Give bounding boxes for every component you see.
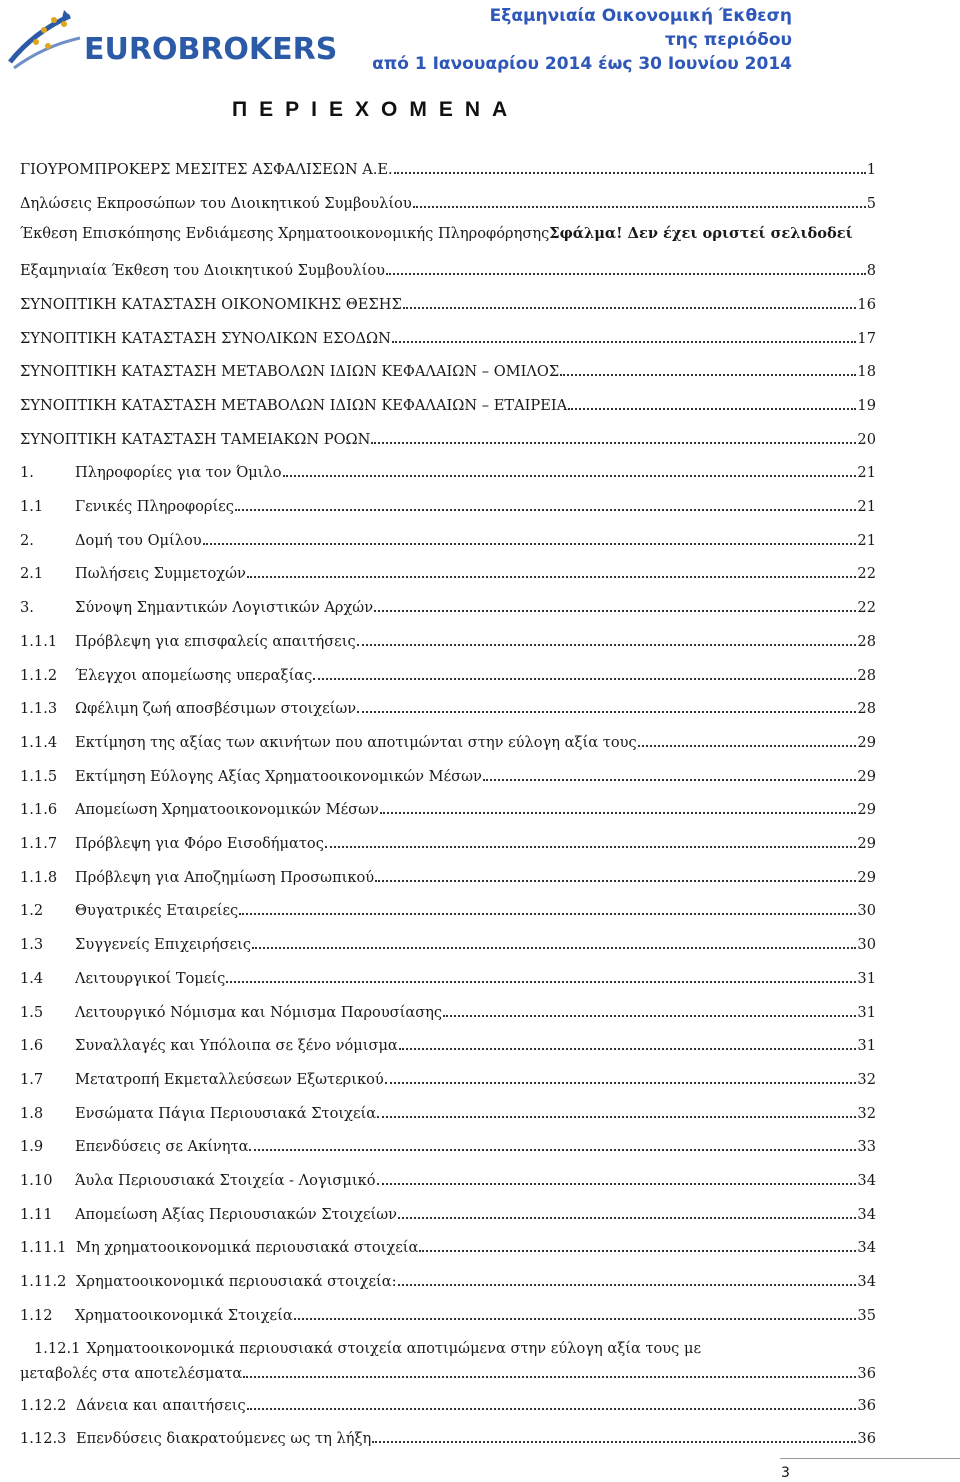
toc-entry-title: Επενδύσεις διακρατούμενες ως τη λήξη xyxy=(76,1430,372,1448)
toc-entry-page: 36 xyxy=(857,1430,876,1448)
toc-entry-title: Μη χρηματοοικονομικά περιουσιακά στοιχεία xyxy=(76,1239,419,1257)
toc-leader-dots xyxy=(371,428,856,444)
toc-leader-dots xyxy=(247,1394,857,1410)
toc-entry-title: Μετατροπή Εκμεταλλεύσεων Εξωτερικού xyxy=(75,1070,384,1088)
toc-entry-title: Γενικές Πληροφορίες xyxy=(75,498,234,515)
toc-entry-page: 29 xyxy=(857,801,876,819)
toc-leader-dots xyxy=(294,1304,857,1320)
toc-entry-title: Επενδύσεις σε Ακίνητα xyxy=(75,1138,249,1156)
toc-entry-number: 1.12 xyxy=(20,1306,53,1324)
toc-entry-title: Πωλήσεις Συμμετοχών xyxy=(75,565,246,583)
toc-entry-page: 32 xyxy=(857,1104,876,1122)
toc-entry-number: 1.1.5 xyxy=(20,767,58,785)
toc-entry[interactable] xyxy=(20,1102,876,1126)
toc-entry-page: 22 xyxy=(857,565,876,583)
toc-entry[interactable] xyxy=(20,327,876,351)
toc-entry-title: Ωφέλιμη ζωή αποσβέσιμων στοιχείων xyxy=(75,700,357,718)
toc-leader-dots xyxy=(392,327,857,343)
toc-entry-title: Πληροφορίες για τον Όμιλο xyxy=(75,464,282,482)
toc-entry-number: 1.1 xyxy=(20,498,44,515)
toc-entry-page: 34 xyxy=(857,1172,876,1189)
toc-entry-number: 1.2 xyxy=(20,902,44,920)
toc-entry-number: 1.6 xyxy=(20,1037,44,1055)
toc-leader-dots xyxy=(398,1270,857,1286)
toc-leader-dots xyxy=(203,529,857,545)
toc-entry-title: Σύνοψη Σημαντικών Λογιστικών Αρχών xyxy=(75,599,374,617)
toc-leader-dots xyxy=(638,731,857,747)
toc-leader-dots xyxy=(483,765,857,781)
toc-entry-title: Πρόβλεψη για Αποζημίωση Προσωπικού xyxy=(75,868,375,886)
toc-entry-number: 1.8 xyxy=(20,1104,44,1122)
header-line-2: της περιόδου xyxy=(664,30,792,50)
toc-entry-error: Σφάλμα! Δεν έχει οριστεί σελιδοδεί xyxy=(549,225,853,243)
toc-entry[interactable] xyxy=(20,394,876,418)
toc-entry-page: 28 xyxy=(857,666,876,684)
toc-entry-title: ΣΥΝΟΠΤΙΚΗ ΚΑΤΑΣΤΑΣΗ ΣΥΝΟΛΙΚΩΝ ΕΣΟΔΩΝ xyxy=(20,329,391,347)
toc-entry-page: 29 xyxy=(857,835,876,852)
toc-entry[interactable] xyxy=(20,596,876,620)
toc-entry-title: Εκτίμηση της αξίας των ακινήτων που αποτιμώνται στην εύλογη αξία τους xyxy=(75,733,637,751)
toc-leader-dots xyxy=(325,832,857,848)
toc-entry-page: 34 xyxy=(857,1205,876,1223)
toc-entry[interactable] xyxy=(20,562,876,586)
toc-entry[interactable] xyxy=(20,1304,876,1328)
toc-leader-dots xyxy=(313,664,856,680)
toc-entry[interactable] xyxy=(20,293,876,317)
toc-entry-page: 22 xyxy=(857,599,876,617)
toc-entry-title: Πρόβλεψη για επισφαλείς απαιτήσεις xyxy=(75,632,356,650)
toc-entry[interactable] xyxy=(20,158,876,182)
toc-entry-title: Λειτουργικοί Τομείς xyxy=(75,969,226,987)
toc-leader-dots xyxy=(568,394,856,410)
toc-entry-number: 1.7 xyxy=(20,1070,44,1088)
toc-entry-number: 2. xyxy=(20,531,34,549)
toc-entry-title: Θυγατρικές Εταιρείες xyxy=(75,902,239,920)
page-title: ΠΕΡΙΕΧΟΜΕΝΑ xyxy=(232,98,520,121)
toc-entry-number: 1.1.8 xyxy=(20,868,58,886)
toc-entry[interactable] xyxy=(20,1001,876,1025)
toc-entry-page: 29 xyxy=(857,868,876,886)
toc-entry-page: 30 xyxy=(857,902,876,920)
toc-entry-number: 1.9 xyxy=(20,1138,44,1156)
toc-entry-title: Συγγενείς Επιχειρήσεις xyxy=(75,936,251,954)
toc-entry[interactable] xyxy=(20,225,960,249)
toc-entry[interactable] xyxy=(20,1169,876,1193)
header-line-1: Εξαμηνιαία Οικονομική Έκθεση xyxy=(489,6,792,26)
toc-leader-dots xyxy=(385,1068,857,1084)
toc-entry[interactable] xyxy=(20,765,876,789)
toc-entry[interactable] xyxy=(20,1236,876,1260)
toc-leader-dots xyxy=(357,630,857,646)
toc-entry-page: 21 xyxy=(857,464,876,482)
eurobrokers-logo xyxy=(4,2,338,74)
toc-entry-page: 19 xyxy=(857,396,876,414)
toc-entry-page: 31 xyxy=(857,969,876,987)
toc-entry-number: 1.12.1 xyxy=(34,1339,81,1357)
toc-entry-number: 1.11.2 xyxy=(20,1273,67,1291)
toc-entry-page: 36 xyxy=(857,1396,876,1414)
toc-entry-number: 1.1.3 xyxy=(20,700,58,718)
toc-entry-number: 1.3 xyxy=(20,936,44,954)
toc-entry-title-continued: μεταβολές στα αποτελέσματα xyxy=(20,1364,243,1382)
toc-leader-dots xyxy=(235,495,857,511)
toc-entry-number: 1.11 xyxy=(20,1205,53,1223)
toc-leader-dots xyxy=(398,1203,856,1219)
toc-entry-title: Απομείωση Αξίας Περιουσιακών Στοιχείων xyxy=(75,1205,398,1223)
page-header xyxy=(0,0,960,80)
toc-entry-title: Έκθεση Επισκόπησης Ενδιάμεσης Χρηματοοικονομικής Πληροφόρησης xyxy=(20,225,550,243)
toc-entry-number: 1.4 xyxy=(20,969,44,987)
toc-leader-dots xyxy=(377,1169,857,1185)
toc-entry-number: 1.12.3 xyxy=(20,1430,67,1448)
toc-entry-title: Πρόβλεψη για Φόρο Εισοδήματος xyxy=(75,835,324,852)
toc-entry-page: 29 xyxy=(857,767,876,785)
toc-leader-dots xyxy=(372,1427,856,1443)
toc-entry-title: ΣΥΝΟΠΤΙΚΗ ΚΑΤΑΣΤΑΣΗ ΜΕΤΑΒΟΛΩΝ ΙΔΙΩΝ ΚΕΦΑΛΑΙΩΝ – ΕΤΑΙΡΕΙΑ xyxy=(20,396,568,414)
toc-entry-title: ΣΥΝΟΠΤΙΚΗ ΚΑΤΑΣΤΑΣΗ ΟΙΚΟΝΟΜΙΚΗΣ ΘΕΣΗΣ xyxy=(20,295,402,313)
toc-entry-title: Άυλα Περιουσιακά Στοιχεία - Λογισμικό xyxy=(75,1172,376,1189)
toc-entry[interactable] xyxy=(20,1394,876,1418)
toc-entry-page: 17 xyxy=(857,329,876,347)
toc-entry-page: 28 xyxy=(857,700,876,718)
toc-entry[interactable] xyxy=(20,192,876,216)
toc-leader-dots xyxy=(357,697,856,713)
toc-leader-dots xyxy=(560,360,856,376)
toc-entry-number: 1.11.1 xyxy=(20,1239,67,1257)
toc-entry-page: 31 xyxy=(857,1003,876,1021)
toc-entry-title: ΣΥΝΟΠΤΙΚΗ ΚΑΤΑΣΤΑΣΗ ΜΕΤΑΒΟΛΩΝ ΙΔΙΩΝ ΚΕΦΑΛΑΙΩΝ – ΟΜΙΛΟΣ xyxy=(20,363,560,381)
toc-leader-dots xyxy=(386,259,866,275)
header-line-3: από 1 Ιανουαρίου 2014 έως 30 Ιουνίου 2014 xyxy=(372,54,792,74)
toc-entry[interactable] xyxy=(20,1203,876,1227)
toc-entry-page: 21 xyxy=(857,498,876,515)
toc-entry-title: Χρηματοοικονομικά περιουσιακά στοιχεία αποτιμώμενα στην εύλογη αξία τους με xyxy=(86,1339,702,1357)
toc-entry-number: 1.1.2 xyxy=(20,666,58,684)
toc-entry[interactable] xyxy=(20,866,876,890)
toc-entry-page: 34 xyxy=(857,1239,876,1257)
toc-leader-dots xyxy=(375,866,856,882)
toc-entry-title: ΣΥΝΟΠΤΙΚΗ ΚΑΤΑΣΤΑΣΗ ΤΑΜΕΙΑΚΩΝ ΡΟΩΝ xyxy=(20,430,371,448)
toc-entry[interactable] xyxy=(20,832,876,856)
toc-entry[interactable] xyxy=(20,1427,876,1451)
toc-leader-dots xyxy=(243,1362,856,1378)
toc-entry-page: 36 xyxy=(857,1364,876,1382)
toc-entry[interactable] xyxy=(20,933,876,957)
toc-entry-title: Απομείωση Χρηματοοικονομικών Μέσων xyxy=(75,801,379,819)
toc-entry[interactable] xyxy=(20,360,876,384)
toc-entry-number: 1.1.1 xyxy=(20,632,58,650)
toc-entry-continuation[interactable] xyxy=(20,1362,876,1386)
toc-entry-number: 1.1.6 xyxy=(20,801,58,819)
toc-entry-title: Χρηματοοικονομικά Στοιχεία xyxy=(75,1306,293,1324)
toc-entry-number: 2.1 xyxy=(20,565,44,583)
toc-entry-number: 3. xyxy=(20,599,34,617)
toc-entry[interactable] xyxy=(20,967,876,991)
toc-entry[interactable] xyxy=(20,664,876,688)
toc-leader-dots xyxy=(247,562,857,578)
toc-entry-number: 1. xyxy=(20,464,34,482)
toc-entry-page: 30 xyxy=(857,936,876,954)
toc-entry[interactable] xyxy=(34,1340,890,1364)
footer-rule xyxy=(780,1458,960,1459)
page-number: 3 xyxy=(781,1465,790,1481)
toc-leader-dots xyxy=(239,899,856,915)
toc-leader-dots xyxy=(249,1135,856,1151)
toc-entry[interactable] xyxy=(20,899,876,923)
toc-entry-page: 29 xyxy=(857,733,876,751)
toc-entry-number: 1.1.4 xyxy=(20,733,58,751)
toc-leader-dots xyxy=(252,933,856,949)
toc-entry[interactable] xyxy=(20,529,876,553)
toc-leader-dots xyxy=(394,158,866,174)
toc-leader-dots xyxy=(377,1102,856,1118)
logo-wordmark: EUROBROKERS xyxy=(84,32,338,67)
toc-entry-page: 35 xyxy=(857,1306,876,1324)
toc-leader-dots xyxy=(419,1236,856,1252)
toc-entry-number: 1.5 xyxy=(20,1003,44,1021)
toc-entry-title: Συναλλαγές και Υπόλοιπα σε ξένο νόμισμα xyxy=(75,1037,398,1055)
toc-entry-title: Δηλώσεις Εκπροσώπων του Διοικητικού Συμβουλίου xyxy=(20,194,412,212)
toc-entry[interactable] xyxy=(20,697,876,721)
toc-entry-title: Εκτίμηση Εύλογης Αξίας Χρηματοοικονομικών Μέσων xyxy=(75,767,482,785)
toc-entry-page: 1 xyxy=(866,161,876,178)
toc-entry[interactable] xyxy=(20,428,876,452)
toc-entry-page: 33 xyxy=(857,1138,876,1156)
toc-entry-page: 16 xyxy=(857,295,876,313)
toc-entry[interactable] xyxy=(20,1034,876,1058)
toc-entry-page: 32 xyxy=(857,1070,876,1088)
toc-entry-title: Δομή του Ομίλου xyxy=(75,531,202,549)
toc-entry-title: Ενσώματα Πάγια Περιουσιακά Στοιχεία xyxy=(75,1104,377,1122)
toc-entry-page: 20 xyxy=(857,430,876,448)
toc-entry-title: ΓΙΟΥΡΟΜΠΡΟΚΕΡΣ ΜΕΣΙΤΕΣ ΑΣΦΑΛΙΣΕΩΝ Α.Ε. xyxy=(20,161,393,178)
toc-leader-dots xyxy=(403,293,857,309)
toc-entry-page: 18 xyxy=(857,363,876,381)
toc-entry[interactable] xyxy=(20,461,876,485)
toc-leader-dots xyxy=(399,1034,857,1050)
toc-entry-page: 5 xyxy=(866,194,876,212)
toc-leader-dots xyxy=(443,1001,856,1017)
toc-leader-dots xyxy=(380,798,857,814)
toc-entry[interactable] xyxy=(20,798,876,822)
toc-entry[interactable] xyxy=(20,495,876,519)
toc-entry-number: 1.1.7 xyxy=(20,835,58,852)
toc-entry-number: 1.10 xyxy=(20,1172,53,1189)
toc-entry-title: Εξαμηνιαία Έκθεση του Διοικητικού Συμβουλίου xyxy=(20,262,386,280)
toc-entry-title: Δάνεια και απαιτήσεις xyxy=(76,1396,246,1414)
toc-entry[interactable] xyxy=(20,1270,876,1294)
toc-entry[interactable] xyxy=(20,731,876,755)
toc-entry-title: Έλεγχοι απομείωσης υπεραξίας xyxy=(75,666,313,684)
toc-entry-page: 34 xyxy=(857,1273,876,1291)
toc-entry-number: 1.12.2 xyxy=(20,1396,67,1414)
toc-entry-page: 8 xyxy=(866,262,876,280)
toc-entry[interactable] xyxy=(20,1068,876,1092)
toc-entry[interactable] xyxy=(20,1135,876,1159)
toc-leader-dots xyxy=(413,192,866,208)
toc-leader-dots xyxy=(226,967,856,983)
toc-entry-page: 28 xyxy=(857,632,876,650)
toc-entry[interactable] xyxy=(20,259,876,283)
toc-entry-page: 21 xyxy=(857,531,876,549)
toc-entry-title: Λειτουργικό Νόμισμα και Νόμισμα Παρουσίασης xyxy=(75,1003,443,1021)
toc-entry-title: Χρηματοοικονομικά περιουσιακά στοιχεία: xyxy=(76,1273,397,1291)
toc-leader-dots xyxy=(283,461,857,477)
toc-entry[interactable] xyxy=(20,630,876,654)
toc-entry-page: 31 xyxy=(857,1037,876,1055)
toc-leader-dots xyxy=(374,596,856,612)
